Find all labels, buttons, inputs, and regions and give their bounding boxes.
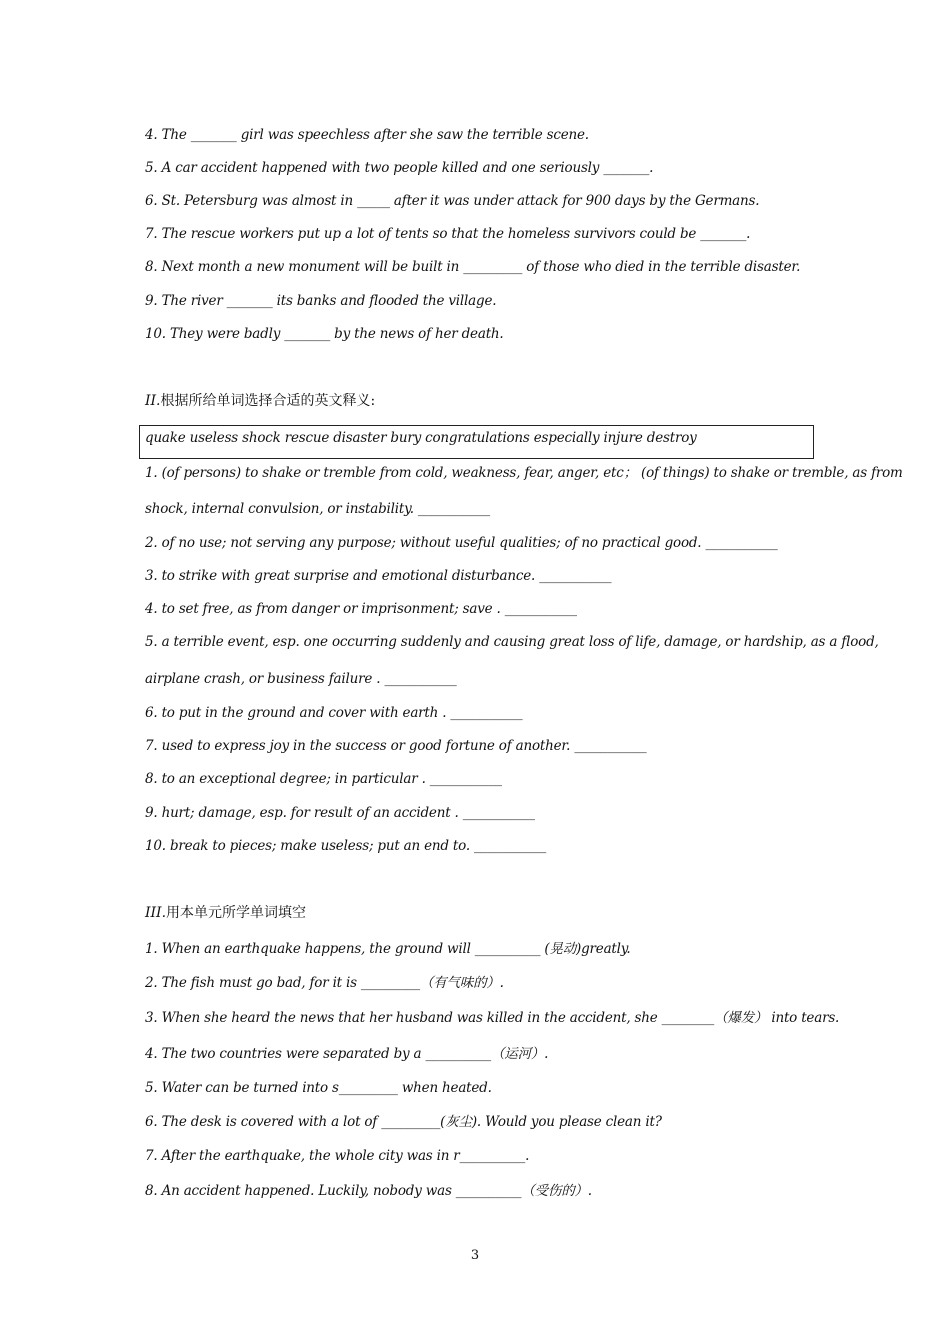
exercise-3-item-7: 7. After the earthquake, the whole city was in r__________. — [145, 1148, 530, 1164]
exercise-2-item-3: 3. to strike with great surprise and emotional disturbance. ___________ — [145, 568, 612, 584]
section-3-heading — [145, 904, 306, 922]
exercise-2-item-1-cont: shock, internal convulsion, or instability. ___________ — [145, 501, 490, 517]
exercise-1-item-10: 10. They were badly _______ by the news of her death. — [145, 326, 504, 342]
word-bank-text: quake useless shock rescue disaster bury congratulations especially injure destroy — [145, 430, 697, 446]
exercise-1-item-4: 4. The _______ girl was speechless after she saw the terrible scene. — [145, 127, 589, 143]
exercise-1-item-5: 5. A car accident happened with two people killed and one seriously _______. — [145, 160, 654, 176]
exercise-3-item-2: 2. The fish must go bad, for it is _________（有气味的）. — [145, 975, 504, 991]
exercise-2-item-10: 10. break to pieces; make useless; put an end to. ___________ — [145, 838, 547, 854]
exercise-3-item-1: 1. When an earthquake happens, the ground will __________ (晃动)greatly. — [145, 941, 631, 957]
exercise-3-item-5: 5. Water can be turned into s_________ when heated. — [145, 1080, 492, 1096]
word-bank-box — [139, 425, 814, 459]
exercise-2-item-2: 2. of no use; not serving any purpose; without useful qualities; of no practical good. ___________ — [145, 535, 778, 551]
exercise-3-item-8: 8. An accident happened. Luckily, nobody was __________（受伤的）. — [145, 1183, 592, 1199]
page-number: 3 — [470, 1248, 480, 1263]
exercise-2-item-9: 9. hurt; damage, esp. for result of an accident . ___________ — [145, 805, 535, 821]
exercise-2-item-4: 4. to set free, as from danger or imprisonment; save . ___________ — [145, 601, 577, 617]
exercise-2-item-6: 6. to put in the ground and cover with earth . ___________ — [145, 705, 523, 721]
exercise-1-item-9: 9. The river _______ its banks and flooded the village. — [145, 293, 497, 309]
section-2-title: 根据所给单词选择合适的英文释义: — [160, 393, 376, 409]
exercise-2-item-7: 7. used to express joy in the success or good fortune of another. ___________ — [145, 738, 647, 754]
exercise-1-item-8: 8. Next month a new monument will be built in _________ of those who died in the terrible disaster. — [145, 259, 801, 275]
section-2-heading — [145, 392, 375, 410]
section-3-number: III. — [145, 905, 167, 921]
exercise-3-item-3: 3. When she heard the news that her husband was killed in the accident, she ________（爆发） into tears. — [145, 1010, 840, 1026]
section-3-title: 用本单元所学单词填空 — [166, 905, 307, 921]
exercise-2-item-1: 1. (of persons) to shake or tremble from cold, weakness, fear, anger, etc； (of things) to shake or tremble, as from — [145, 465, 903, 481]
exercise-2-item-8: 8. to an exceptional degree; in particular . ___________ — [145, 771, 502, 787]
section-2-number: II. — [145, 393, 161, 409]
exercise-3-item-4: 4. The two countries were separated by a __________（运河）. — [145, 1046, 549, 1062]
exercise-1-item-6: 6. St. Petersburg was almost in _____ after it was under attack for 900 days by the Germans. — [145, 193, 760, 209]
exercise-2-item-5-cont: airplane crash, or business failure . ___________ — [145, 671, 457, 687]
exercise-2-item-5: 5. a terrible event, esp. one occurring suddenly and causing great loss of life, damage, or hardship, as a flood, — [145, 634, 879, 650]
exercise-3-item-6: 6. The desk is covered with a lot of _________(灰尘). Would you please clean it? — [145, 1114, 662, 1130]
exercise-1-item-7: 7. The rescue workers put up a lot of tents so that the homeless survivors could be _______. — [145, 226, 751, 242]
